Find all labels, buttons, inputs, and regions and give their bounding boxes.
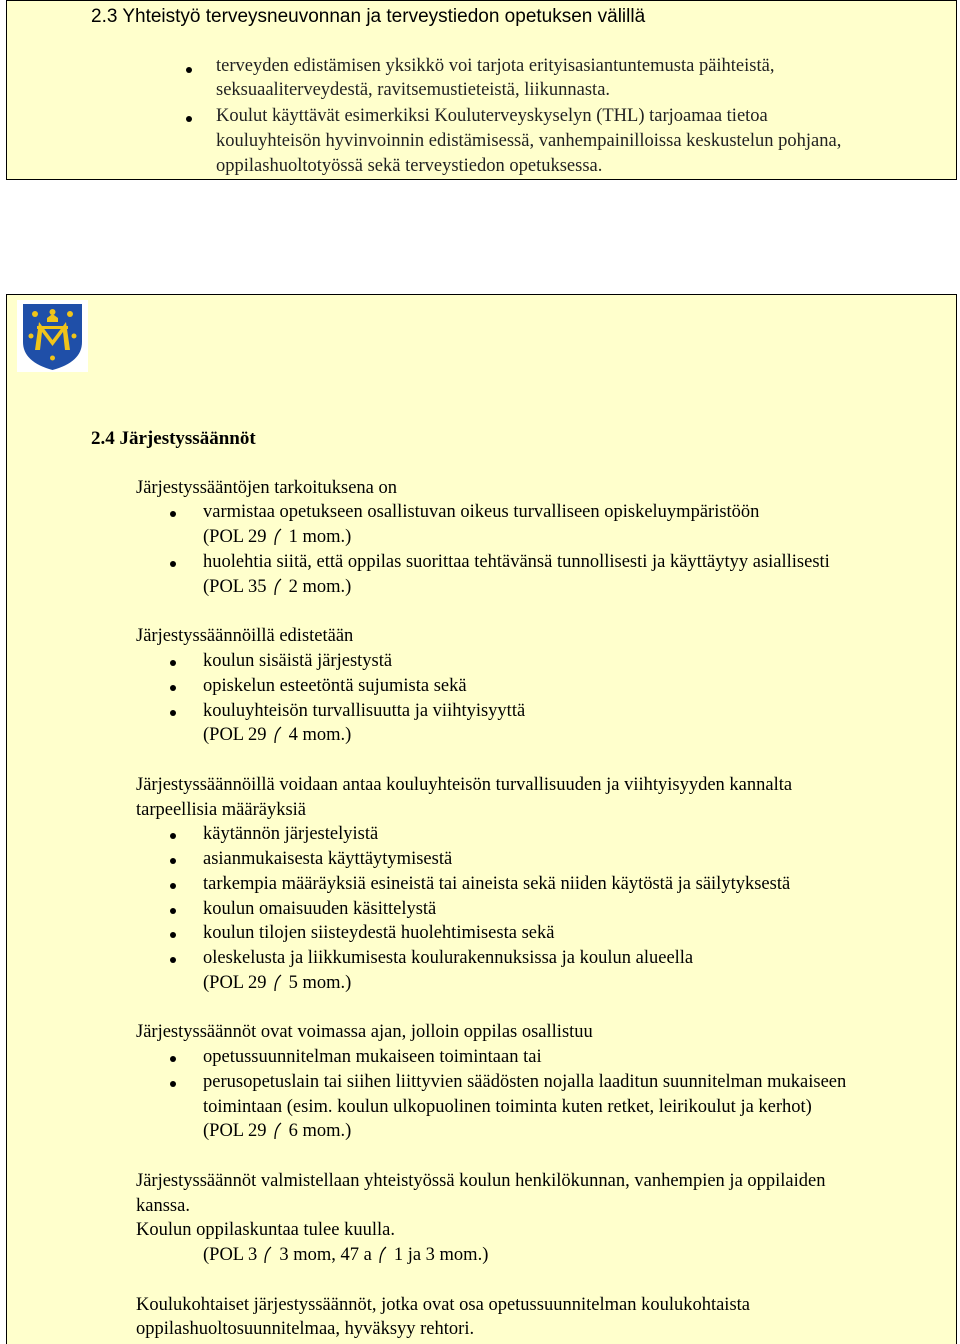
section-title: 2.3 Yhteistyö terveysneuvonnan ja terveystiedon opetuksen välillä — [91, 6, 646, 27]
law-reference: (POL 29 6 mom.) — [203, 1121, 352, 1141]
paragraph-text: oppilashuoltosuunnitelmaa, hyväksyy rehtori. — [136, 1319, 475, 1339]
city-coat-of-arms-icon — [17, 300, 88, 372]
law-reference: (POL 29 5 mom.) — [203, 973, 352, 993]
paragraph-intro: Järjestyssäännöillä voidaan antaa kouluyhteisön turvallisuuden ja viihtyisyyden kannalta — [136, 775, 793, 795]
bullet-text: käytännön järjestelyistä — [203, 824, 379, 844]
paragraph-text: Järjestyssäännöt valmistellaan yhteistyössä koulun henkilökunnan, vanhempien ja oppilaiden — [136, 1171, 826, 1191]
bullet-text: varmistaa opetukseen osallistuvan oikeus turvalliseen opiskeluympäristöön — [203, 502, 760, 522]
bullet-text: kouluyhteisön turvallisuutta ja viihtyisyyttä — [203, 701, 526, 721]
bullet-text: oleskelusta ja liikkumisesta koulurakennuksissa ja koulun alueella — [203, 948, 694, 968]
bullet-text: perusopetuslain tai siihen liittyvien säädösten nojalla laaditun suunnitelman mukaiseen — [203, 1072, 847, 1092]
paragraph-text: Koulukohtaiset järjestyssäännöt, jotka ovat osa opetussuunnitelman koulukohtaista — [136, 1295, 750, 1315]
section-sign-icon — [273, 1122, 283, 1140]
bullet-text: kouluyhteisön hyvinvoinnin edistämisessä, vanhempainilloissa keskustelun pohjana, — [216, 131, 842, 151]
law-reference: (POL 29 4 mom.) — [203, 725, 352, 745]
bullet-icon — [170, 511, 176, 517]
bullet-text: huolehtia siitä, että oppilas suorittaa tehtävänsä tunnollisesti ja käyttäytyy asiallisesti — [203, 552, 830, 572]
section-sign-icon — [273, 726, 283, 744]
bullet-icon — [170, 957, 176, 963]
section-sign-icon — [273, 974, 283, 992]
section-sign-icon — [273, 528, 283, 546]
bullet-text: opetussuunnitelman mukaiseen toimintaan tai — [203, 1047, 542, 1067]
law-reference: (POL 35 2 mom.) — [203, 577, 352, 597]
paragraph-intro: Järjestyssäännöillä edistetään — [136, 626, 354, 646]
bullet-icon — [170, 883, 176, 889]
section-sign-icon — [263, 1246, 273, 1264]
bullet-text: koulun sisäistä järjestystä — [203, 651, 393, 671]
bullet-text: koulun omaisuuden käsittelystä — [203, 899, 437, 919]
bullet-icon — [170, 1081, 176, 1087]
bullet-text: terveyden edistämisen yksikkö voi tarjota erityisasiantuntemusta päihteistä, — [216, 56, 775, 76]
bullet-text: asianmukaisesta käyttäytymisestä — [203, 849, 453, 869]
bullet-icon — [186, 67, 192, 73]
bullet-icon — [186, 116, 192, 122]
law-reference: (POL 29 1 mom.) — [203, 527, 352, 547]
bullet-icon — [170, 1056, 176, 1062]
bullet-icon — [170, 932, 176, 938]
bullet-icon — [170, 710, 176, 716]
law-reference: (POL 3 3 mom, 47 a 1 ja 3 mom.) — [203, 1245, 489, 1265]
bullet-text: oppilashuoltotyössä sekä terveystiedon opetuksessa. — [216, 156, 603, 176]
bullet-text: seksuaaliterveydestä, ravitsemustieteistä, liikunnasta. — [216, 80, 611, 100]
bullet-icon — [170, 561, 176, 567]
bullet-icon — [170, 660, 176, 666]
paragraph-intro: Järjestyssäännöt ovat voimassa ajan, jolloin oppilas osallistuu — [136, 1022, 593, 1042]
bullet-text: tarkempia määräyksiä esineistä tai aineista sekä niiden käytöstä ja säilytyksestä — [203, 874, 791, 894]
bullet-text: Koulut käyttävät esimerkiksi Kouluterveyskyselyn (THL) tarjoamaa tietoa — [216, 106, 768, 126]
section-title: 2.4 Järjestyssäännöt — [91, 428, 256, 449]
paragraph-text: kanssa. — [136, 1196, 190, 1216]
paragraph-intro: Järjestyssääntöjen tarkoituksena on — [136, 478, 397, 498]
bullet-icon — [170, 858, 176, 864]
paragraph-intro: tarpeellisia määräyksiä — [136, 800, 307, 820]
section-sign-icon — [378, 1246, 388, 1264]
bullet-text: toimintaan (esim. koulun ulkopuolinen toiminta kuten retket, leirikoulut ja kerhot) — [203, 1097, 812, 1117]
section-sign-icon — [273, 578, 283, 596]
paragraph-text: Koulun oppilaskuntaa tulee kuulla. — [136, 1220, 395, 1240]
bullet-icon — [170, 833, 176, 839]
bullet-text: opiskelun esteetöntä sujumista sekä — [203, 676, 467, 696]
bullet-text: koulun tilojen siisteydestä huolehtimisesta sekä — [203, 923, 555, 943]
bullet-icon — [170, 685, 176, 691]
bullet-icon — [170, 908, 176, 914]
